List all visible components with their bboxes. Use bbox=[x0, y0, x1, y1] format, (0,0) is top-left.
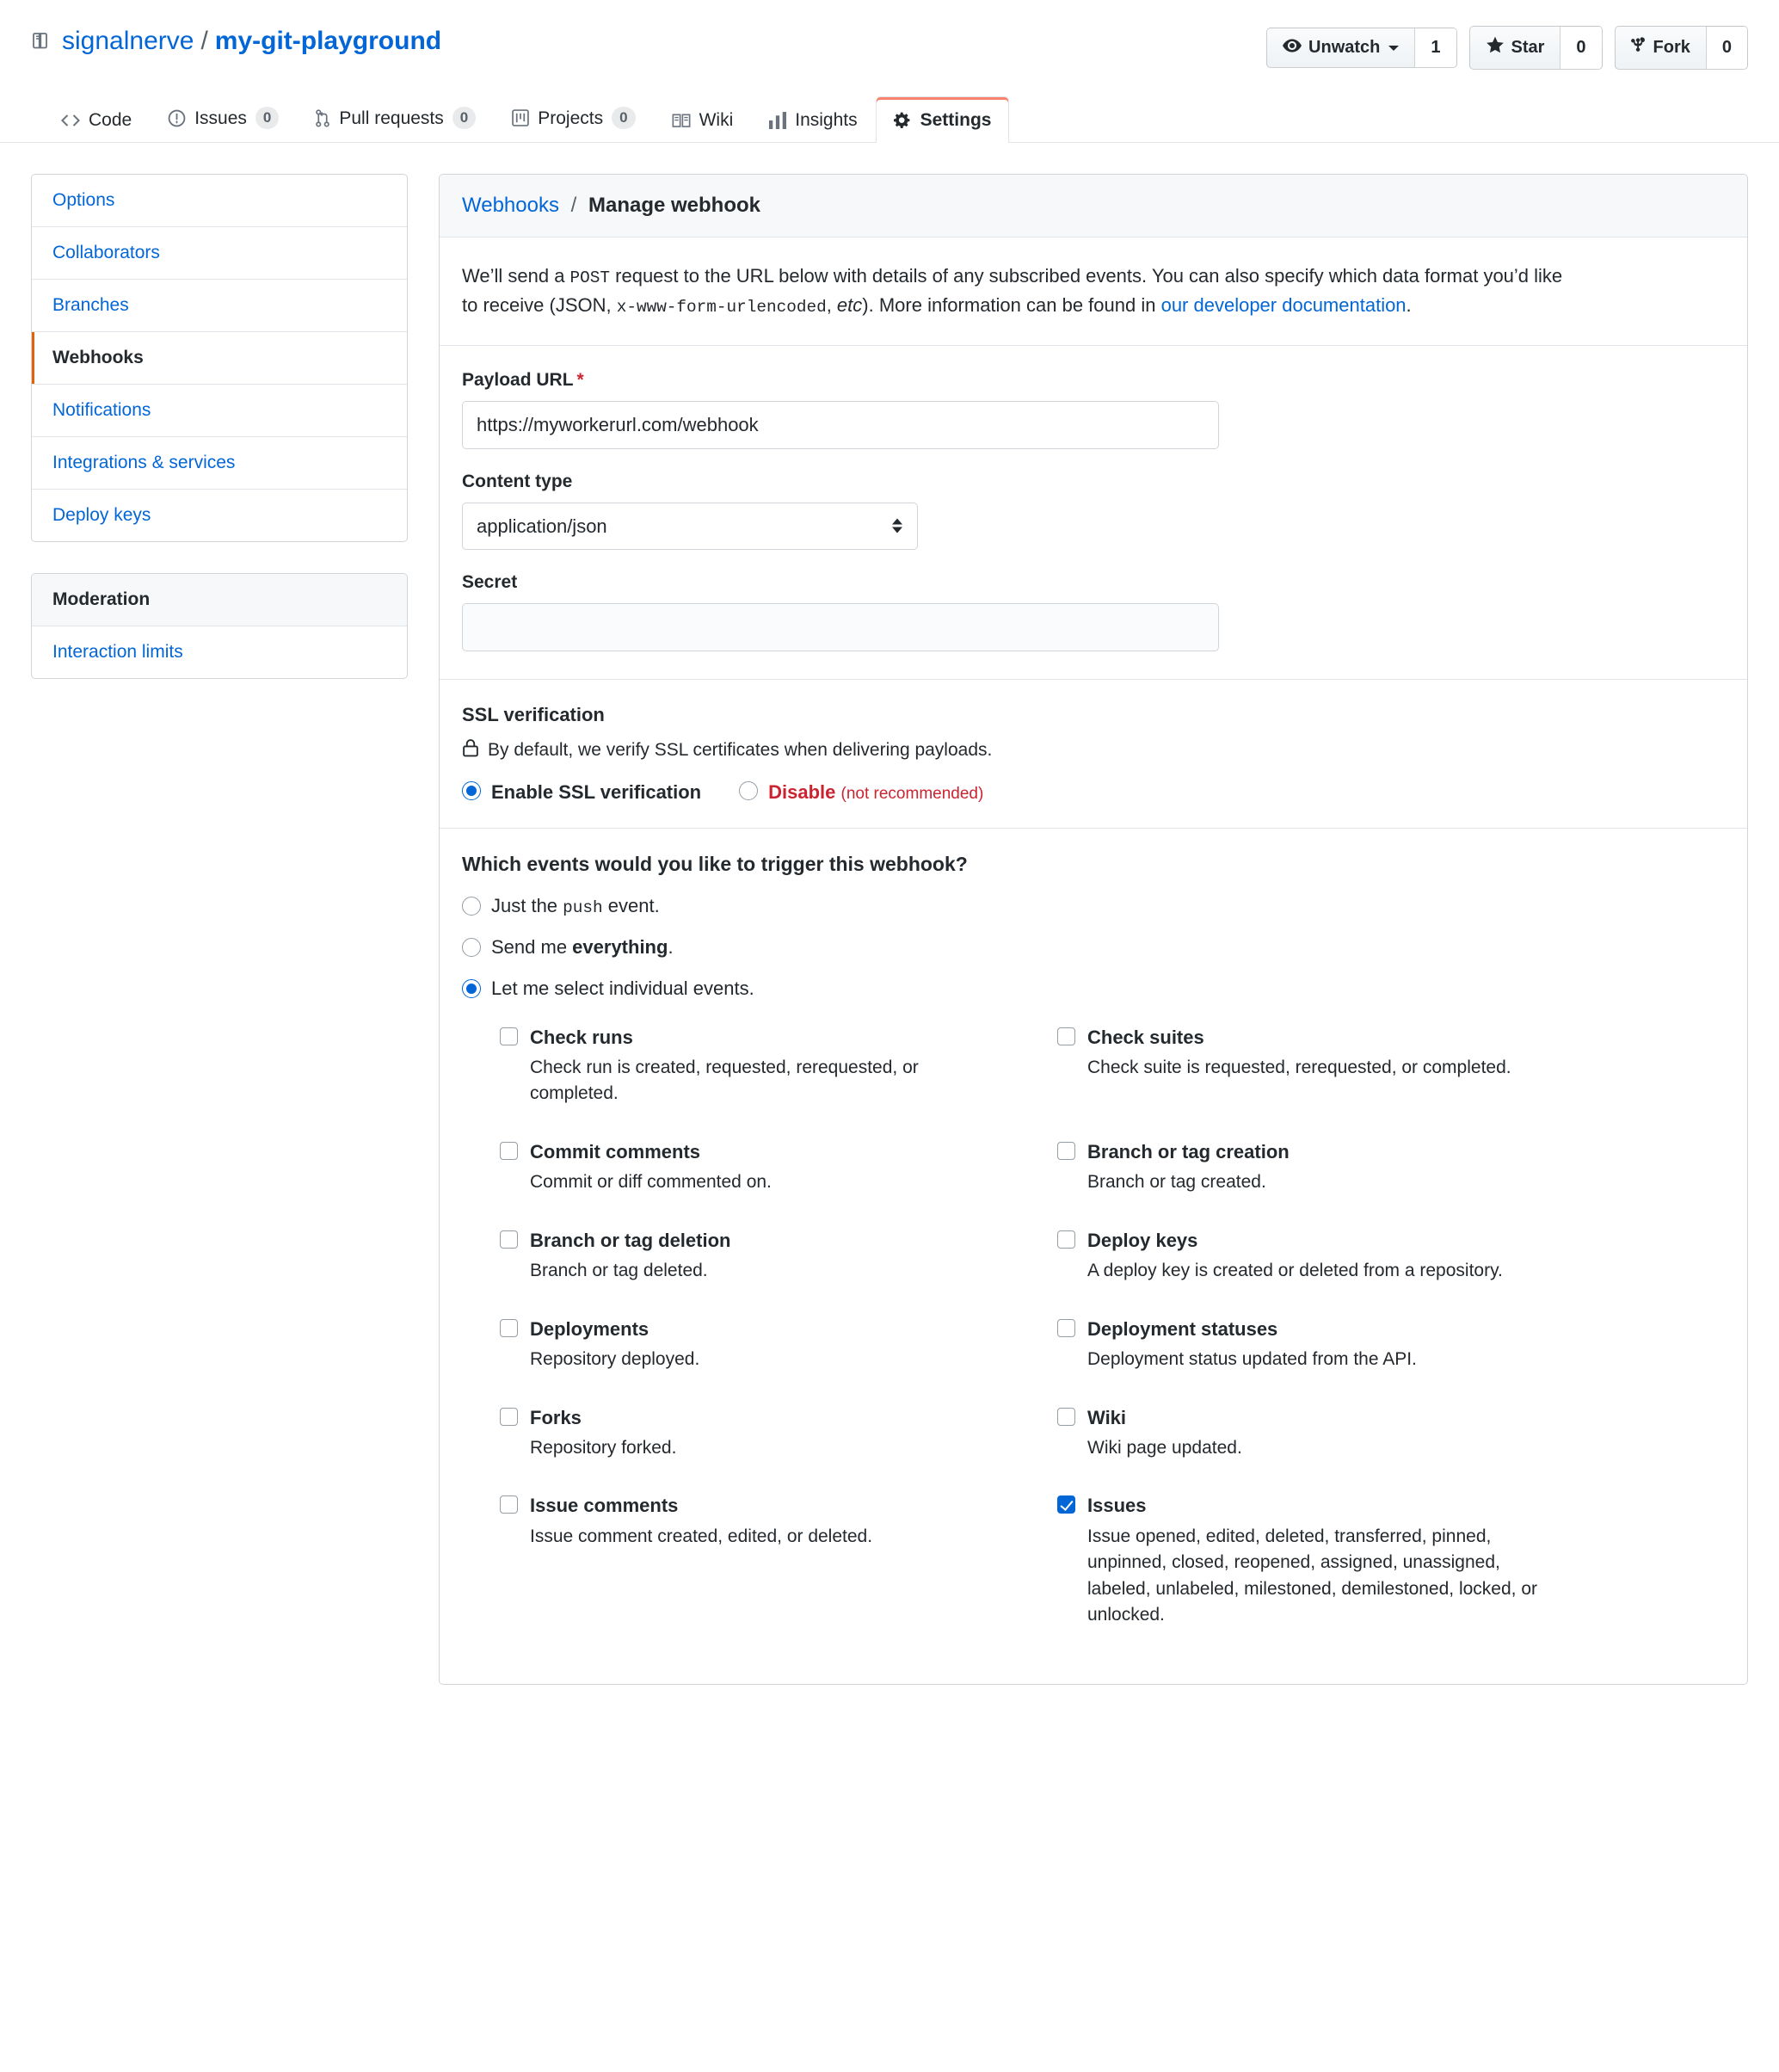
just-push-suffix: event. bbox=[602, 894, 660, 916]
lock-icon bbox=[462, 738, 479, 762]
unwatch-button-group[interactable] bbox=[1266, 28, 1456, 68]
event-branch-or-tag-creation-checkbox[interactable] bbox=[1057, 1142, 1075, 1160]
tab-issues-count: 0 bbox=[255, 107, 279, 129]
ssl-radio-row bbox=[462, 781, 1725, 804]
sidebar-item-interaction-limits[interactable]: Interaction limits bbox=[52, 642, 183, 663]
event-issues-name: Issues bbox=[1087, 1495, 1147, 1517]
intro-part-4: ). More information can be found in bbox=[862, 294, 1161, 317]
event-issues[interactable] bbox=[1057, 1492, 1725, 1659]
event-forks-name: Forks bbox=[530, 1406, 582, 1428]
payload-url-input[interactable] bbox=[462, 401, 1219, 449]
event-forks[interactable] bbox=[500, 1404, 1050, 1493]
sidebar-item-branches[interactable]: Branches bbox=[32, 280, 407, 332]
secret-group bbox=[462, 572, 1725, 651]
tab-settings-label: Settings bbox=[920, 110, 992, 131]
event-deploy-keys-desc: A deploy key is created or deleted from a repository. bbox=[1087, 1261, 1503, 1281]
sidebar-item-integrations-services[interactable]: Integrations & services bbox=[32, 437, 407, 490]
fork-count: 0 bbox=[1706, 27, 1747, 69]
webhook-intro-text bbox=[462, 262, 1580, 320]
event-branch-or-tag-deletion-desc: Branch or tag deleted. bbox=[530, 1261, 708, 1281]
star-count: 0 bbox=[1560, 27, 1601, 69]
sidebar-item-collaborators[interactable]: Collaborators bbox=[32, 227, 407, 280]
event-deployment-statuses[interactable] bbox=[1057, 1316, 1725, 1404]
event-check-runs-checkbox[interactable] bbox=[500, 1027, 518, 1045]
content-type-select-wrap bbox=[462, 503, 918, 550]
webhook-fields-section bbox=[440, 346, 1747, 680]
repo-name-link[interactable]: my-git-playground bbox=[214, 27, 442, 55]
events-section bbox=[440, 829, 1747, 1684]
ssl-disable-note: (not recommended) bbox=[840, 784, 984, 803]
intro-part-2: request to the URL below with details of any subscribed events. You can also specify which data format you’d like to receive (JSON, bbox=[462, 265, 1563, 317]
content-type-label: Content type bbox=[462, 471, 573, 491]
event-commit-comments-desc: Commit or diff commented on. bbox=[530, 1172, 772, 1193]
webhook-intro-section bbox=[440, 237, 1747, 345]
tab-insights[interactable] bbox=[751, 96, 875, 143]
event-deploy-keys-name: Deploy keys bbox=[1087, 1229, 1198, 1251]
issue-opened-icon bbox=[168, 109, 186, 127]
breadcrumb bbox=[440, 175, 1747, 237]
repo-title-row bbox=[31, 26, 1748, 70]
ssl-disable-label bbox=[768, 781, 983, 804]
graph-icon bbox=[769, 112, 786, 129]
tab-code[interactable] bbox=[43, 96, 150, 143]
payload-url-group bbox=[462, 370, 1725, 449]
tab-issues[interactable] bbox=[150, 92, 297, 143]
settings-page bbox=[0, 143, 1779, 1736]
everything-strong: everything bbox=[572, 935, 668, 958]
project-icon bbox=[512, 109, 529, 126]
star-button[interactable] bbox=[1470, 27, 1560, 69]
breadcrumb-webhooks-link[interactable]: Webhooks bbox=[462, 194, 559, 218]
fork-button[interactable] bbox=[1616, 27, 1706, 69]
star-label: Star bbox=[1511, 38, 1545, 57]
settings-menu-moderation bbox=[31, 573, 408, 679]
event-deployment-statuses-name: Deployment statuses bbox=[1087, 1317, 1278, 1340]
content-type-group bbox=[462, 472, 1725, 550]
event-mode-everything-radio[interactable] bbox=[462, 938, 481, 957]
event-deployment-statuses-desc: Deployment status updated from the API. bbox=[1087, 1349, 1417, 1370]
event-wiki-checkbox[interactable] bbox=[1057, 1408, 1075, 1426]
star-icon bbox=[1486, 36, 1505, 59]
ssl-disable-option[interactable] bbox=[739, 781, 983, 804]
payload-url-label bbox=[462, 370, 1725, 391]
event-check-suites-checkbox[interactable] bbox=[1057, 1027, 1075, 1045]
tab-wiki[interactable] bbox=[654, 96, 752, 143]
book-icon bbox=[672, 113, 691, 128]
breadcrumb-separator: / bbox=[570, 194, 577, 218]
just-push-code: push bbox=[563, 897, 603, 917]
event-mode-just-push[interactable] bbox=[462, 895, 1725, 917]
ssl-note bbox=[462, 738, 1725, 762]
event-branch-or-tag-deletion-name: Branch or tag deletion bbox=[530, 1229, 731, 1251]
event-check-runs-name: Check runs bbox=[530, 1026, 633, 1048]
event-issue-comments-checkbox[interactable] bbox=[500, 1495, 518, 1514]
just-push-prefix: Just the bbox=[491, 894, 563, 916]
event-branch-or-tag-creation[interactable] bbox=[1057, 1138, 1725, 1227]
repo-nav-tabs bbox=[31, 92, 1748, 142]
event-commit-comments-name: Commit comments bbox=[530, 1140, 701, 1162]
tab-projects-count: 0 bbox=[612, 107, 635, 129]
events-question: Which events would you like to trigger this webhook? bbox=[462, 852, 968, 875]
tab-settings[interactable] bbox=[876, 96, 1010, 143]
eye-icon bbox=[1283, 38, 1302, 58]
tab-wiki-label: Wiki bbox=[699, 110, 734, 131]
tab-pull-requests[interactable] bbox=[297, 92, 494, 143]
repo-owner-link[interactable]: signalnerve bbox=[62, 27, 194, 55]
chevron-down-icon bbox=[1388, 46, 1399, 51]
event-mode-just-push-label bbox=[491, 895, 660, 917]
event-branch-or-tag-creation-name: Branch or tag creation bbox=[1087, 1140, 1290, 1162]
ssl-title: SSL verification bbox=[462, 703, 605, 725]
sidebar-item-options[interactable]: Options bbox=[32, 175, 407, 227]
intro-part-1: We’ll send a bbox=[462, 265, 570, 287]
event-mode-individual-radio[interactable] bbox=[462, 979, 481, 998]
tab-insights-label: Insights bbox=[795, 110, 858, 131]
tab-pull-requests-label: Pull requests bbox=[339, 108, 444, 128]
intro-italic-etc: etc bbox=[836, 294, 863, 317]
unwatch-label: Unwatch bbox=[1308, 38, 1381, 57]
intro-code-urlencoded: x-www-form-urlencoded bbox=[616, 298, 827, 318]
settings-menu-primary bbox=[31, 174, 408, 542]
repo-separator: / bbox=[200, 27, 208, 55]
event-deployments[interactable] bbox=[500, 1316, 1050, 1404]
fork-label: Fork bbox=[1653, 38, 1690, 57]
repo-header bbox=[0, 0, 1779, 143]
sidebar-item-notifications[interactable]: Notifications bbox=[32, 385, 407, 437]
developer-documentation-link[interactable]: our developer documentation bbox=[1160, 294, 1407, 317]
event-commit-comments[interactable] bbox=[500, 1138, 1050, 1227]
ssl-verification-section bbox=[440, 680, 1747, 829]
fork-icon bbox=[1631, 36, 1647, 59]
event-wiki[interactable] bbox=[1057, 1404, 1725, 1493]
event-deployment-statuses-checkbox[interactable] bbox=[1057, 1319, 1075, 1337]
ssl-enable-radio[interactable] bbox=[462, 781, 481, 800]
event-mode-everything-label bbox=[491, 936, 674, 959]
content-type-select[interactable] bbox=[462, 503, 918, 550]
tab-projects-label: Projects bbox=[538, 108, 604, 128]
tab-pull-requests-count: 0 bbox=[452, 107, 476, 129]
event-mode-everything[interactable] bbox=[462, 936, 1725, 959]
ssl-disable-text: Disable bbox=[768, 780, 836, 803]
unwatch-button[interactable] bbox=[1267, 28, 1414, 67]
event-issue-comments-desc: Issue comment created, edited, or deleted. bbox=[530, 1526, 873, 1546]
events-grid bbox=[500, 1024, 1725, 1660]
event-deployments-checkbox[interactable] bbox=[500, 1319, 518, 1337]
event-branch-or-tag-deletion-checkbox[interactable] bbox=[500, 1230, 518, 1249]
event-issues-checkbox[interactable] bbox=[1057, 1495, 1075, 1514]
event-check-suites-name: Check suites bbox=[1087, 1026, 1204, 1048]
event-check-suites-desc: Check suite is requested, rerequested, or completed. bbox=[1087, 1058, 1511, 1078]
tab-code-label: Code bbox=[89, 110, 132, 131]
event-check-suites[interactable] bbox=[1057, 1024, 1725, 1138]
event-issue-comments-name: Issue comments bbox=[530, 1495, 679, 1517]
moderation-heading: Moderation bbox=[32, 574, 407, 626]
star-button-group[interactable] bbox=[1469, 26, 1603, 70]
book-icon bbox=[31, 31, 52, 52]
tab-issues-label: Issues bbox=[194, 108, 247, 128]
secret-input[interactable] bbox=[462, 603, 1219, 651]
repo-title bbox=[31, 26, 441, 57]
ssl-disable-radio[interactable] bbox=[739, 781, 758, 800]
header-actions bbox=[1266, 26, 1748, 70]
ssl-enable-label: Enable SSL verification bbox=[491, 780, 702, 803]
event-forks-checkbox[interactable] bbox=[500, 1408, 518, 1426]
event-issue-comments[interactable] bbox=[500, 1492, 1050, 1659]
settings-sidebar bbox=[31, 174, 408, 1684]
event-deploy-keys-checkbox[interactable] bbox=[1057, 1230, 1075, 1249]
intro-part-3: , bbox=[826, 294, 837, 317]
ssl-enable-option[interactable] bbox=[462, 781, 701, 804]
sidebar-item-deploy-keys[interactable]: Deploy keys bbox=[52, 505, 151, 526]
fork-button-group[interactable] bbox=[1615, 26, 1748, 70]
event-mode-individual[interactable] bbox=[462, 977, 1725, 1000]
gear-icon bbox=[894, 111, 912, 129]
breadcrumb-current: Manage webhook bbox=[588, 194, 761, 218]
sidebar-item-webhooks[interactable]: Webhooks bbox=[32, 332, 407, 385]
intro-part-5: . bbox=[1406, 294, 1412, 317]
watch-count: 1 bbox=[1414, 28, 1456, 67]
event-deployments-desc: Repository deployed. bbox=[530, 1349, 700, 1370]
event-wiki-name: Wiki bbox=[1087, 1406, 1127, 1428]
ssl-note-text: By default, we verify SSL certificates when delivering payloads. bbox=[488, 739, 993, 760]
secret-label: Secret bbox=[462, 571, 518, 592]
event-deploy-keys[interactable] bbox=[1057, 1227, 1725, 1316]
event-forks-desc: Repository forked. bbox=[530, 1437, 677, 1458]
required-marker: * bbox=[576, 369, 584, 390]
event-branch-or-tag-creation-desc: Branch or tag created. bbox=[1087, 1172, 1266, 1193]
intro-code-post: POST bbox=[569, 268, 611, 288]
event-issues-desc: Issue opened, edited, deleted, transferred, pinned, unpinned, closed, reopened, assigned, unassigned, labeled, unlabeled, milestoned, demilestoned, locked, or unlocked. bbox=[1087, 1526, 1538, 1625]
webhook-panel bbox=[439, 174, 1748, 1684]
everything-suffix: . bbox=[668, 935, 674, 958]
event-mode-individual-label: Let me select individual events. bbox=[491, 977, 754, 999]
event-check-runs[interactable] bbox=[500, 1024, 1050, 1138]
event-mode-just-push-radio[interactable] bbox=[462, 897, 481, 916]
git-pull-request-icon bbox=[315, 109, 330, 127]
event-commit-comments-checkbox[interactable] bbox=[500, 1142, 518, 1160]
everything-prefix: Send me bbox=[491, 935, 573, 958]
code-icon bbox=[61, 114, 80, 127]
payload-url-label-text: Payload URL bbox=[462, 369, 574, 390]
event-check-runs-desc: Check run is created, requested, rerequested, or completed. bbox=[530, 1058, 919, 1104]
event-deployments-name: Deployments bbox=[530, 1317, 649, 1340]
tab-projects[interactable] bbox=[494, 92, 653, 143]
event-wiki-desc: Wiki page updated. bbox=[1087, 1437, 1242, 1458]
event-branch-or-tag-deletion[interactable] bbox=[500, 1227, 1050, 1316]
